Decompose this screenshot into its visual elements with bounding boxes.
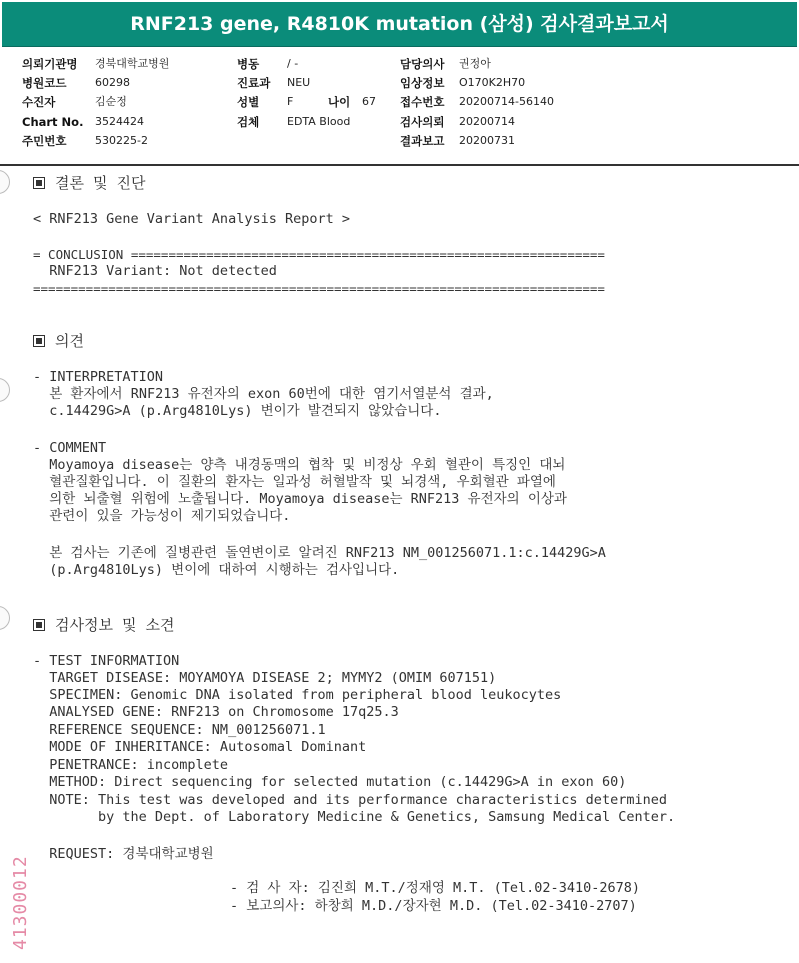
bullet-square-icon	[33, 335, 45, 347]
request-line: REQUEST: 경북대학교병원	[33, 846, 214, 862]
info-value: EDTA Blood	[287, 115, 351, 128]
comment-text: 관련이 있을 가능성이 제기되었습니다.	[33, 508, 291, 524]
divider-line: ============================================================================	[33, 281, 605, 296]
comment-text: Moyamoya disease는 양측 내경동맥의 협착 및 비정상 우회 혈관이 특징인 대뇌	[33, 457, 566, 473]
info-value: 3524424	[95, 115, 144, 128]
info-label: 검체	[237, 115, 260, 129]
conclusion-header: = CONCLUSION ===============================================================	[33, 247, 605, 262]
section-heading-opinion: 의견	[33, 333, 84, 350]
document-number-stamp: 41300012	[10, 855, 31, 950]
bullet-square-icon	[33, 177, 45, 189]
info-label: 임상정보	[400, 76, 445, 90]
info-value: 60298	[95, 76, 130, 89]
info-label: 담당의사	[400, 57, 445, 71]
report-name: < RNF213 Gene Variant Analysis Report >	[33, 211, 350, 227]
signature-line: - 검 사 자: 김진희 M.T./정재영 M.T. (Tel.02-3410-2678)	[230, 880, 640, 896]
comment-text: 의한 뇌출혈 위험에 노출됩니다. Moyamoya disease는 RNF213 유전자의 이상과	[33, 491, 567, 507]
test-info-line: REFERENCE SEQUENCE: NM_001256071.1	[33, 722, 326, 738]
variant-result: RNF213 Variant: Not detected	[33, 263, 277, 279]
test-info-line: TARGET DISEASE: MOYAMOYA DISEASE 2; MYMY2 (OMIM 607151)	[33, 670, 497, 686]
info-label: 진료과	[237, 76, 271, 90]
test-info-line: MODE OF INHERITANCE: Autosomal Dominant	[33, 739, 367, 755]
info-label: 의뢰기관명	[22, 57, 78, 71]
section-heading-test-info: 검사정보 및 소견	[33, 617, 175, 634]
patient-info-panel	[0, 47, 799, 166]
test-info-line: by the Dept. of Laboratory Medicine & Genetics, Samsung Medical Center.	[33, 809, 676, 825]
info-label: 접수번호	[400, 95, 445, 109]
info-value: NEU	[287, 76, 311, 89]
interpretation-heading: - INTERPRETATION	[33, 369, 164, 385]
comment-text: (p.Arg4810Lys) 변이에 대하여 시행하는 검사입니다.	[33, 562, 400, 578]
info-label: 병동	[237, 57, 260, 71]
info-label: 결과보고	[400, 134, 445, 148]
info-value: 20200714-56140	[459, 95, 554, 108]
info-value: / -	[287, 57, 299, 70]
age-label: 나이	[328, 95, 351, 109]
test-info-line: SPECIMEN: Genomic DNA isolated from peripheral blood leukocytes	[33, 687, 562, 703]
info-value: O170K2H70	[459, 76, 526, 89]
bullet-square-icon	[33, 619, 45, 631]
test-info-heading: - TEST INFORMATION	[33, 653, 180, 669]
report-title-bar	[2, 2, 797, 47]
info-label: Chart No.	[22, 115, 84, 129]
info-value: 경북대학교병원	[95, 57, 170, 70]
report-title: RNF213 gene, R4810K mutation (삼성) 검사결과보고서	[130, 13, 669, 35]
section-heading-conclusion: 결론 및 진단	[33, 175, 146, 192]
report-body	[0, 166, 799, 963]
info-label: 검사의뢰	[400, 115, 445, 129]
info-value: 권정아	[459, 57, 491, 70]
info-label: 주민번호	[22, 134, 67, 148]
test-info-line: PENETRANCE: incomplete	[33, 757, 229, 773]
test-info-line: ANALYSED GENE: RNF213 on Chromosome 17q25.3	[33, 704, 399, 720]
comment-text: 혈관질환입니다. 이 질환의 환자는 일과성 허혈발작 및 뇌경색, 우회혈관 파열에	[33, 474, 556, 490]
test-info-line: NOTE: This test was developed and its performance characteristics determined	[33, 792, 667, 808]
punch-hole	[0, 170, 10, 194]
info-value: 530225-2	[95, 134, 148, 147]
comment-heading: - COMMENT	[33, 440, 107, 456]
test-info-line: METHOD: Direct sequencing for selected mutation (c.14429G>A in exon 60)	[33, 774, 627, 790]
punch-hole	[0, 606, 10, 630]
info-value: 김순정	[95, 95, 127, 108]
punch-hole	[0, 378, 10, 402]
comment-text: 본 검사는 기존에 질병관련 돌연변이로 알려진 RNF213 NM_001256071.1:c.14429G>A	[33, 545, 606, 561]
interpretation-text: c.14429G>A (p.Arg4810Lys) 변이가 발견되지 않았습니다.	[33, 403, 442, 419]
info-value: 20200714	[459, 115, 515, 128]
signature-line: - 보고의사: 하창희 M.D./장자현 M.D. (Tel.02-3410-2707)	[230, 898, 637, 914]
age-value: 67	[362, 95, 376, 108]
info-value: F	[287, 95, 294, 108]
info-label: 성별	[237, 95, 260, 109]
interpretation-text: 본 환자에서 RNF213 유전자의 exon 60번에 대한 염기서열분석 결과,	[33, 386, 494, 402]
info-label: 병원코드	[22, 76, 67, 90]
info-label: 수진자	[22, 95, 56, 109]
info-value: 20200731	[459, 134, 515, 147]
